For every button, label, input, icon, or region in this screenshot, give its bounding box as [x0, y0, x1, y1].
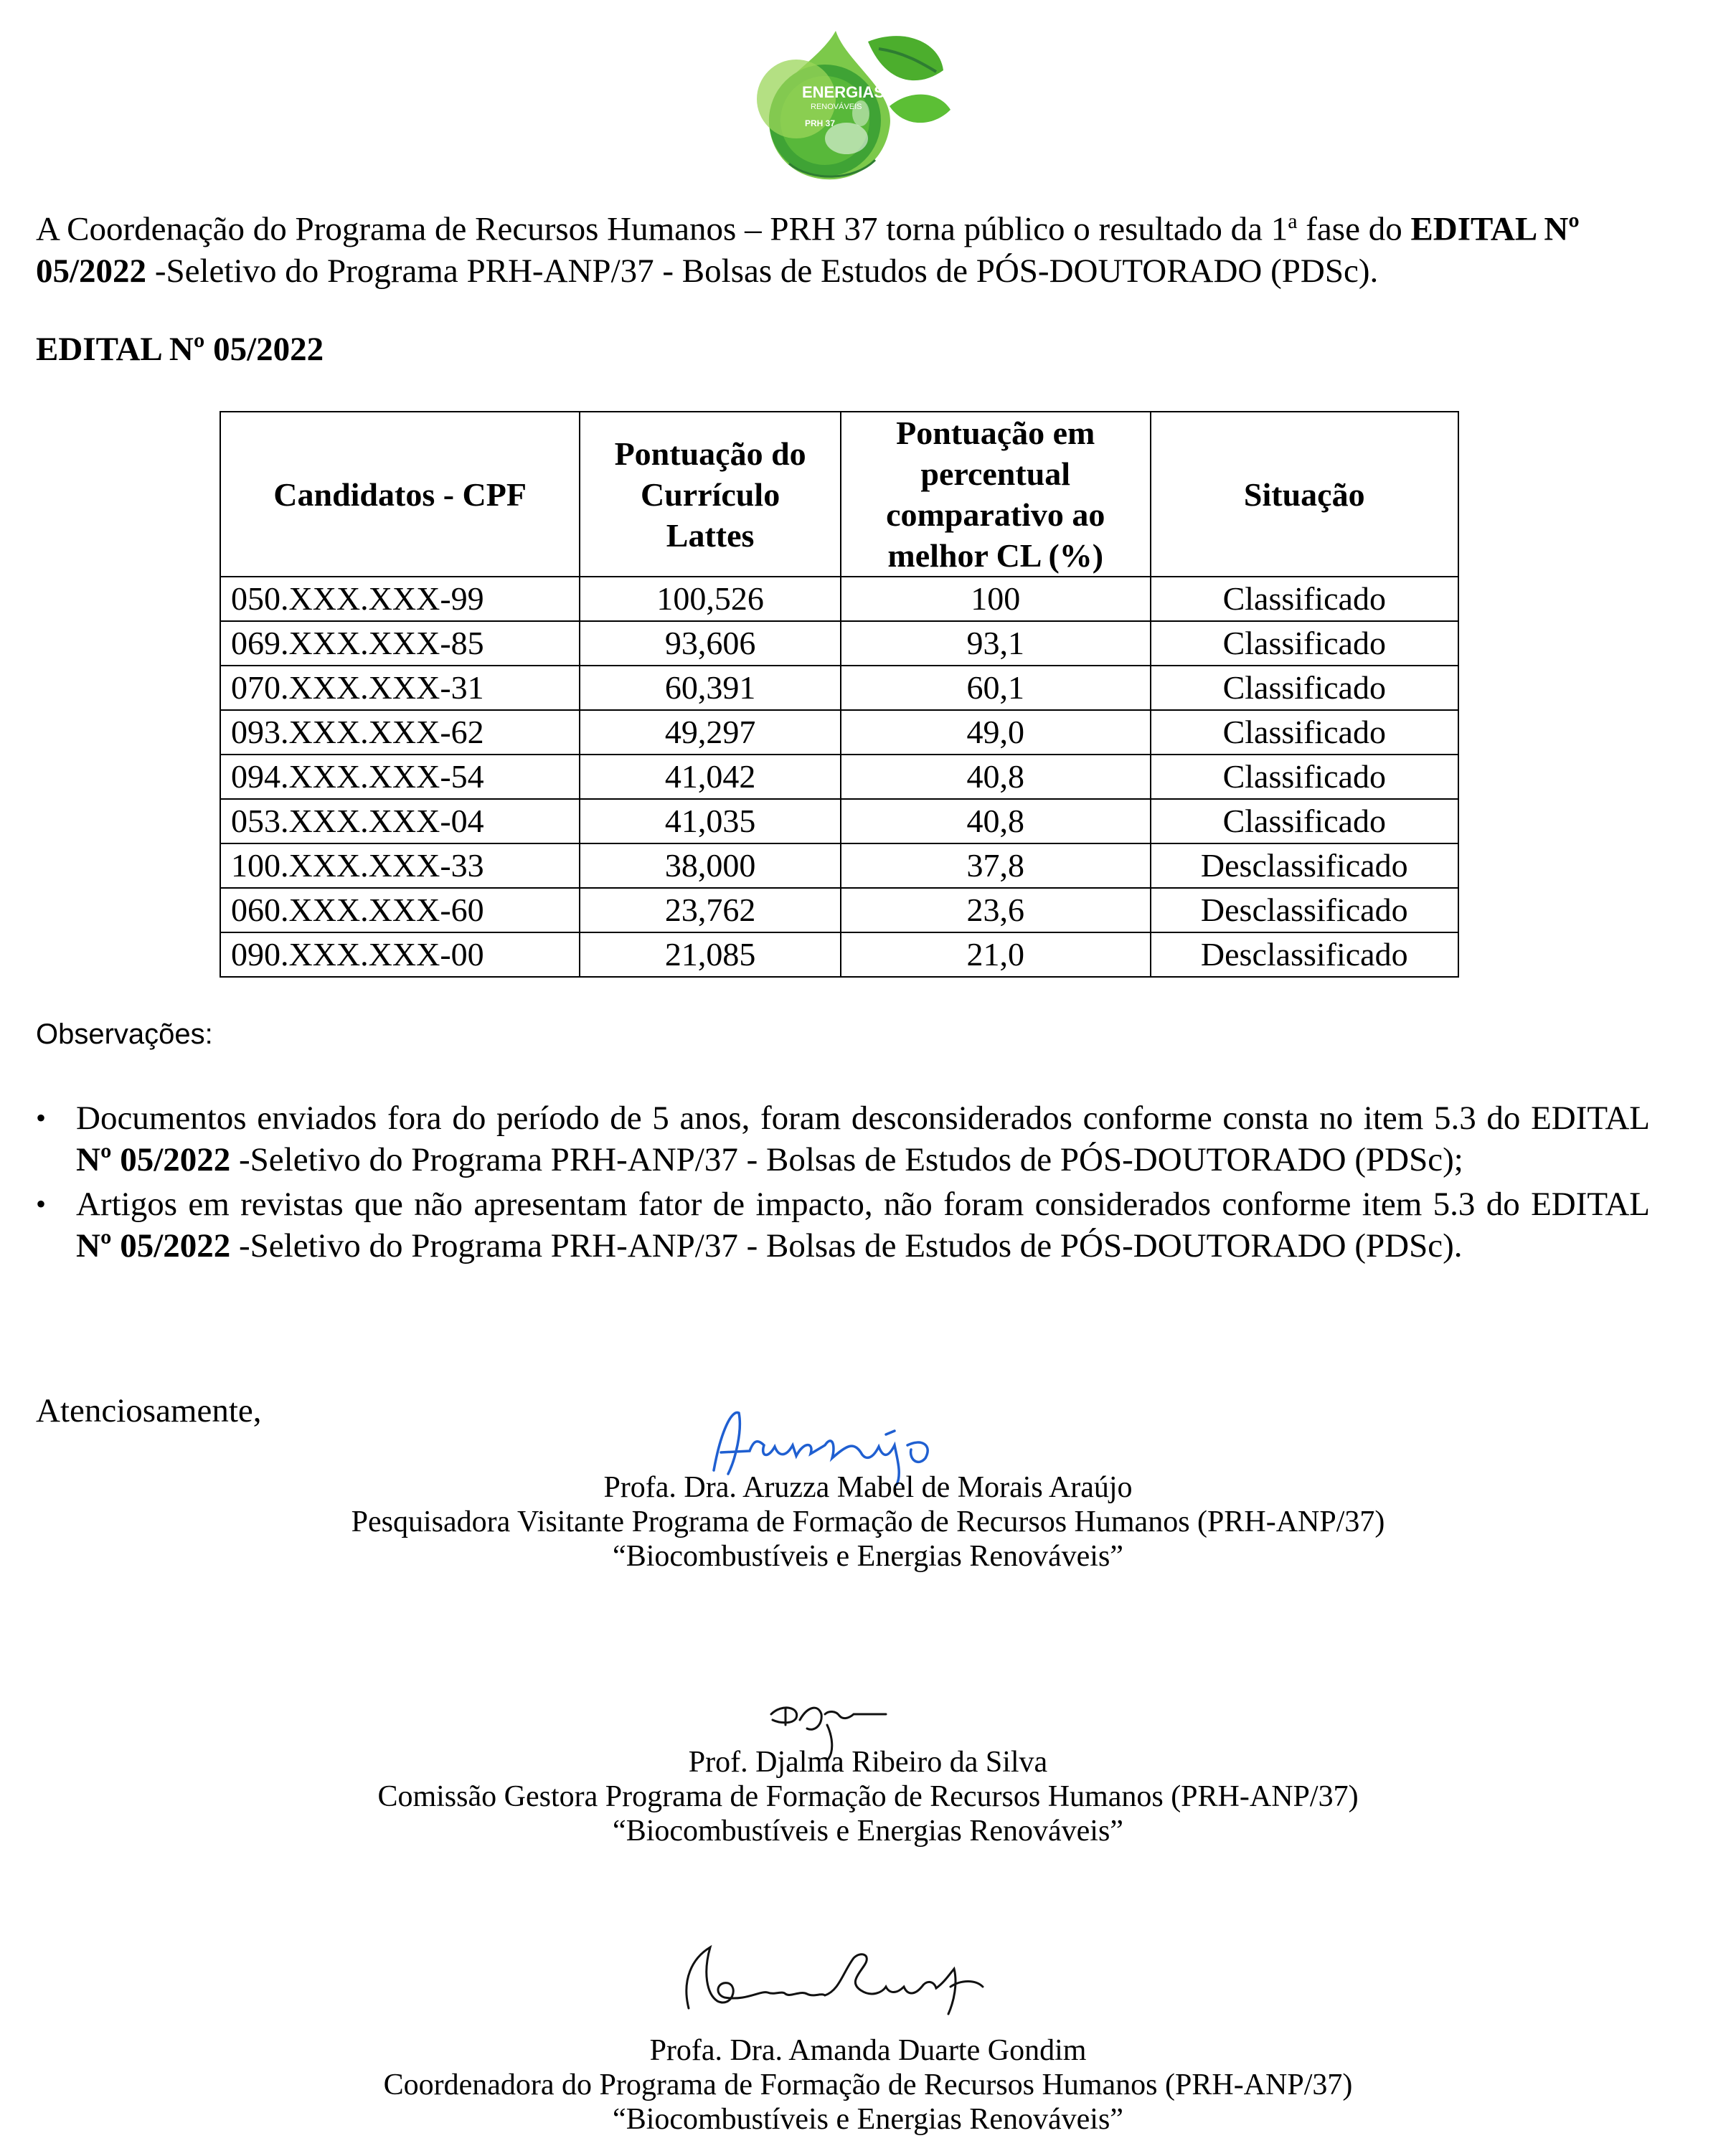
cell-pontuacao: 23,762: [580, 888, 841, 932]
cell-percentual: 49,0: [841, 710, 1151, 755]
cell-percentual: 40,8: [841, 799, 1151, 843]
cell-situacao: Desclassificado: [1151, 843, 1458, 888]
cell-pontuacao: 100,526: [580, 577, 841, 621]
signatory-role: Comissão Gestora Programa de Formação de Recursos Humanos (PRH-ANP/37): [377, 1780, 1359, 1813]
cell-pontuacao: 38,000: [580, 843, 841, 888]
cell-situacao: Desclassificado: [1151, 932, 1458, 977]
signature-amanda: [667, 1929, 990, 2026]
cell-cpf: 050.XXX.XXX-99: [220, 577, 580, 621]
cell-percentual: 37,8: [841, 843, 1151, 888]
cell-situacao: Classificado: [1151, 666, 1458, 710]
intro-edital-bold: EDITAL Nº 05/2022: [36, 210, 1580, 290]
signature-block-1: [0, 1470, 1736, 1574]
cell-situacao: Classificado: [1151, 621, 1458, 666]
intro-text-2: fase do: [1297, 210, 1411, 248]
cell-cpf: 060.XXX.XXX-60: [220, 888, 580, 932]
intro-text-3: -Seletivo do Programa PRH-ANP/37 - Bolsas de Estudos de PÓS-DOUTORADO (PDSc).: [146, 252, 1379, 290]
list-item: [36, 1183, 1650, 1267]
observation-text: -Seletivo do Programa PRH-ANP/37 - Bolsas de Estudos de PÓS-DOUTORADO (PDSc).: [230, 1227, 1463, 1264]
svg-text:RENOVÁVEIS: RENOVÁVEIS: [811, 103, 862, 111]
table-row: [220, 666, 1458, 710]
results-table: [220, 411, 1459, 978]
observation-text: -Seletivo do Programa PRH-ANP/37 - Bolsas de Estudos de PÓS-DOUTORADO (PDSc);: [230, 1141, 1463, 1178]
cell-cpf: 093.XXX.XXX-62: [220, 710, 580, 755]
table-row: [220, 843, 1458, 888]
cell-percentual: 60,1: [841, 666, 1151, 710]
signatory-program: “Biocombustíveis e Energias Renováveis”: [613, 1540, 1123, 1573]
header-pontuacao-curriculo: Pontuação do Currículo Lattes: [580, 412, 841, 577]
cell-pontuacao: 41,035: [580, 799, 841, 843]
table-row: [220, 710, 1458, 755]
cell-pontuacao: 49,297: [580, 710, 841, 755]
signature-block-3: [0, 2033, 1736, 2137]
observations-label: Observações:: [36, 1018, 213, 1050]
table-row: [220, 621, 1458, 666]
cell-percentual: 93,1: [841, 621, 1151, 666]
cell-cpf: 069.XXX.XXX-85: [220, 621, 580, 666]
signatory-name: Prof. Djalma Ribeiro da Silva: [688, 1746, 1048, 1779]
intro-superscript: a: [1288, 209, 1298, 233]
cell-situacao: Classificado: [1151, 799, 1458, 843]
table-row: [220, 577, 1458, 621]
svg-text:PRH 37: PRH 37: [805, 118, 836, 128]
edital-title: EDITAL Nº 05/2022: [36, 331, 324, 368]
table-row: [220, 888, 1458, 932]
signatory-program: “Biocombustíveis e Energias Renováveis”: [613, 1815, 1123, 1848]
cell-situacao: Desclassificado: [1151, 888, 1458, 932]
signatory-program: “Biocombustíveis e Energias Renováveis”: [613, 2103, 1123, 2136]
cell-percentual: 40,8: [841, 755, 1151, 799]
signatory-name: Profa. Dra. Aruzza Mabel de Morais Araújo: [603, 1471, 1133, 1504]
table-row: [220, 932, 1458, 977]
cell-cpf: 053.XXX.XXX-04: [220, 799, 580, 843]
intro-paragraph: [36, 201, 1650, 292]
cell-pontuacao: 93,606: [580, 621, 841, 666]
cell-situacao: Classificado: [1151, 755, 1458, 799]
bullet-icon: •: [36, 1188, 47, 1220]
cell-cpf: 094.XXX.XXX-54: [220, 755, 580, 799]
svg-text:ENERGIAS: ENERGIAS: [802, 83, 884, 101]
cell-pontuacao: 21,085: [580, 932, 841, 977]
observations-list: [36, 1097, 1650, 1267]
header-pontuacao-percentual: Pontuação em percentual comparativo ao melhor CL (%): [841, 412, 1151, 577]
cell-cpf: 070.XXX.XXX-31: [220, 666, 580, 710]
list-item: [36, 1097, 1650, 1181]
observation-text: Documentos enviados fora do período de 5 anos, foram desconsiderados conforme consta no item 5.3 do EDITAL: [76, 1100, 1650, 1137]
signatory-role: Coordenadora do Programa de Formação de Recursos Humanos (PRH-ANP/37): [383, 2068, 1353, 2101]
signature-block-2: [0, 1745, 1736, 1848]
table-header-row: [220, 412, 1458, 577]
cell-percentual: 21,0: [841, 932, 1151, 977]
closing-text: Atenciosamente,: [36, 1392, 262, 1429]
observation-bold: Nº 05/2022: [76, 1227, 231, 1264]
cell-pontuacao: 60,391: [580, 666, 841, 710]
header-candidatos: Candidatos - CPF: [220, 412, 580, 577]
prh37-logo: [725, 20, 954, 185]
signatory-role: Pesquisadora Visitante Programa de Formação de Recursos Humanos (PRH-ANP/37): [351, 1505, 1385, 1538]
table-row: [220, 799, 1458, 843]
cell-percentual: 23,6: [841, 888, 1151, 932]
cell-situacao: Classificado: [1151, 577, 1458, 621]
signatory-name: Profa. Dra. Amanda Duarte Gondim: [649, 2034, 1087, 2067]
table-row: [220, 755, 1458, 799]
cell-situacao: Classificado: [1151, 710, 1458, 755]
cell-cpf: 100.XXX.XXX-33: [220, 843, 580, 888]
observation-bold: Nº 05/2022: [76, 1141, 231, 1178]
cell-percentual: 100: [841, 577, 1151, 621]
header-situacao: Situação: [1151, 412, 1458, 577]
intro-text-1: A Coordenação do Programa de Recursos Humanos – PRH 37 torna público o resultado da 1: [36, 210, 1288, 248]
observation-text: Artigos em revistas que não apresentam fator de impacto, não foram considerados conforme item 5.3 do EDITAL: [76, 1186, 1650, 1223]
cell-cpf: 090.XXX.XXX-00: [220, 932, 580, 977]
cell-pontuacao: 41,042: [580, 755, 841, 799]
prh37-energias-renovaveis-logo-icon: [725, 20, 954, 185]
bullet-icon: •: [36, 1102, 47, 1134]
